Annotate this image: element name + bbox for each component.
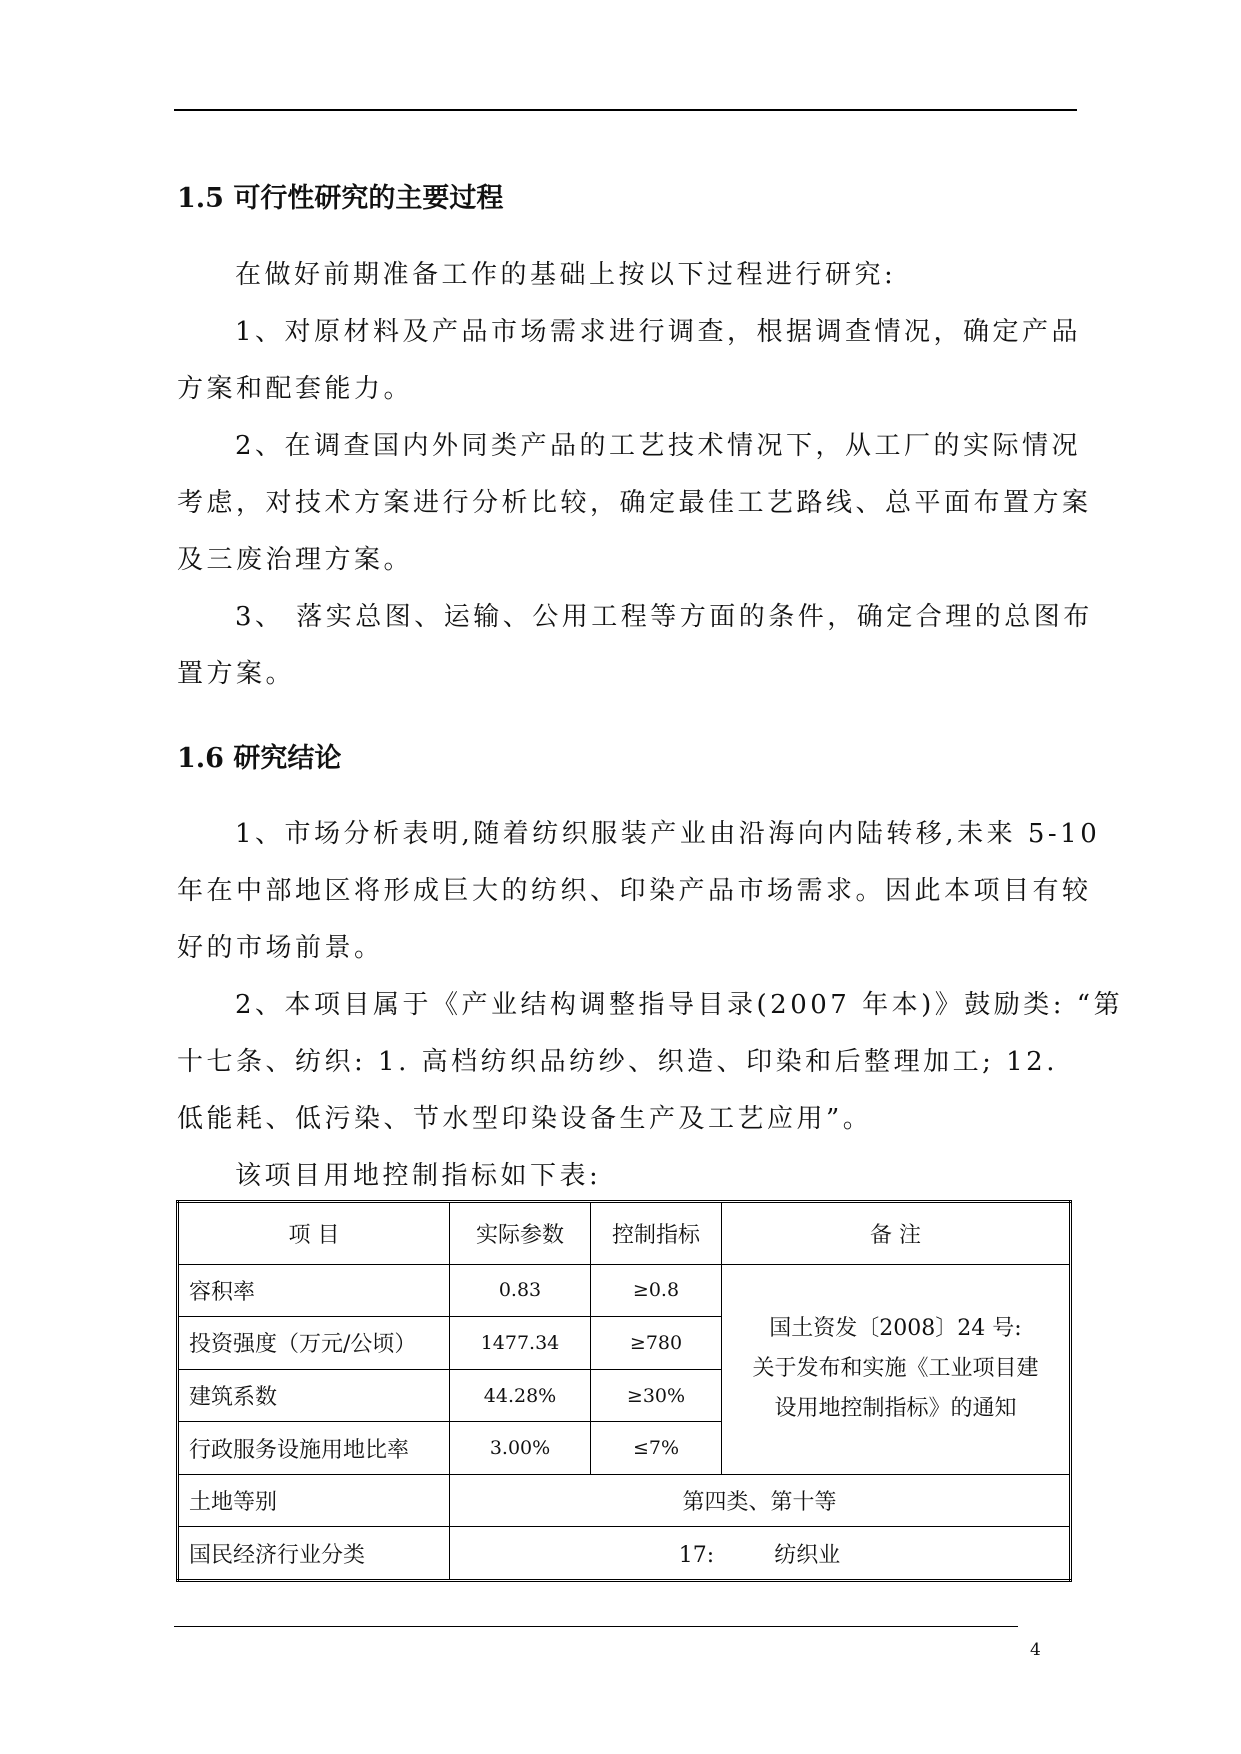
- row-item: 土地等别: [178, 1474, 450, 1527]
- row-item: 行政服务设施用地比率: [178, 1422, 450, 1475]
- conclusion-item-2: [177, 977, 1124, 1148]
- header-control: 控制指标: [591, 1202, 722, 1265]
- process-item-1: [177, 304, 1082, 418]
- note-line: 关于发布和实施《工业项目建: [752, 1356, 1039, 1382]
- note-line: 设用地控制指标》的通知: [774, 1396, 1017, 1422]
- intro-paragraph: [177, 247, 1073, 304]
- paragraph-line: 1、市场分析表明,随着纺织服装产业由沿海向内陆转移,未来 5-10: [235, 819, 1101, 849]
- industry-name: 纺织业: [774, 1542, 841, 1568]
- row-item: 投资强度（万元/公顷）: [178, 1317, 450, 1370]
- row-actual: 3.00%: [450, 1422, 591, 1475]
- process-item-3: [177, 589, 1093, 703]
- paragraph-line: 置方案。: [177, 659, 296, 689]
- header-actual: 实际参数: [450, 1202, 591, 1265]
- section-heading-1-6: 1.6 研究结论: [177, 743, 342, 774]
- paragraph-line: 该项目用地控制指标如下表:: [235, 1161, 602, 1191]
- paragraph-line: 低能耗、低污染、节水型印染设备生产及工艺应用”。: [177, 1104, 873, 1134]
- row-item: 国民经济行业分类: [178, 1527, 450, 1581]
- paragraph-line: 十七条、纺织: 1. 高档纺织品纺纱、织造、印染和后整理加工; 12.: [177, 1047, 1058, 1077]
- land-use-control-table: [176, 1200, 1072, 1582]
- footer-rule: [174, 1626, 1018, 1627]
- note-line: 国土资发〔2008〕24 号:: [769, 1316, 1022, 1342]
- paragraph-line: 年在中部地区将形成巨大的纺织、印染产品市场需求。因此本项目有较: [177, 876, 1092, 906]
- page-number: 4: [1030, 1640, 1041, 1660]
- table-row: [178, 1264, 1071, 1317]
- paragraph-line: 1、对原材料及产品市场需求进行调查，根据调查情况，确定产品: [235, 317, 1082, 347]
- header-item: 项 目: [178, 1202, 450, 1265]
- process-item-2: [177, 418, 1092, 589]
- row-item: 建筑系数: [178, 1369, 450, 1422]
- section-heading-1-5: 1.5 可行性研究的主要过程: [177, 183, 504, 214]
- table-row: [178, 1527, 1071, 1581]
- intro-line: 在做好前期准备工作的基础上按以下过程进行研究:: [235, 260, 897, 290]
- industry-value: [450, 1527, 1071, 1581]
- paragraph-line: 2、在调查国内外同类产品的工艺技术情况下，从工厂的实际情况: [235, 431, 1082, 461]
- paragraph-line: 考虑，对技术方案进行分析比较，确定最佳工艺路线、总平面布置方案: [177, 488, 1092, 518]
- row-control: ≥30%: [591, 1369, 722, 1422]
- paragraph-line: 好的市场前景。: [177, 933, 384, 963]
- paragraph-line: 2、本项目属于《产业结构调整指导目录(2007 年本)》鼓励类: “第: [235, 990, 1124, 1020]
- row-actual: 1477.34: [450, 1317, 591, 1370]
- industry-code: 17:: [678, 1542, 715, 1568]
- row-item: 容积率: [178, 1264, 450, 1317]
- row-actual: 0.83: [450, 1264, 591, 1317]
- header-note: 备 注: [722, 1202, 1071, 1265]
- row-control: ≥780: [591, 1317, 722, 1370]
- note-cell: [722, 1264, 1071, 1474]
- table-intro: [177, 1148, 1073, 1205]
- table-header-row: [178, 1202, 1071, 1265]
- paragraph-line: 方案和配套能力。: [177, 374, 414, 404]
- conclusion-item-1: [177, 806, 1101, 977]
- paragraph-line: 3、 落实总图、运输、公用工程等方面的条件，确定合理的总图布: [235, 602, 1093, 632]
- table-row: [178, 1474, 1071, 1527]
- header-rule: [174, 109, 1077, 111]
- land-grade-value: 第四类、第十等: [450, 1474, 1071, 1527]
- row-actual: 44.28%: [450, 1369, 591, 1422]
- row-control: ≤7%: [591, 1422, 722, 1475]
- paragraph-line: 及三废治理方案。: [177, 545, 414, 575]
- row-control: ≥0.8: [591, 1264, 722, 1317]
